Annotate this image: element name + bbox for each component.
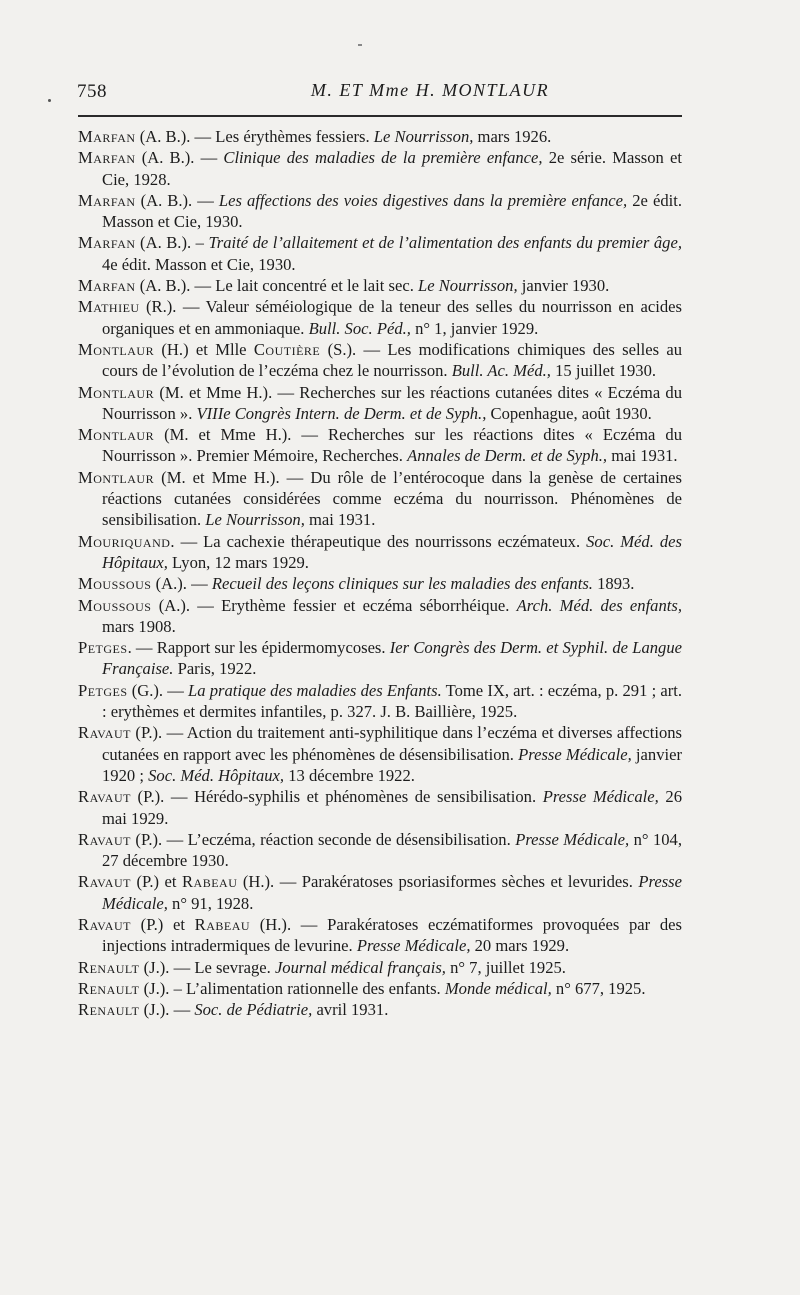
running-head: M. ET Mme H. MONTLAUR xyxy=(310,80,550,100)
publication-title: Presse Médicale, xyxy=(518,744,632,764)
entry-text: 4e édit. Masson et Cie, 1930. xyxy=(102,254,296,274)
entry-text: (P.). — Hérédo-syphilis et phénomènes de sensibilisation. xyxy=(130,787,543,807)
entry-text: n° 91, 1928. xyxy=(167,893,254,913)
co-author: Rabeau xyxy=(194,914,251,934)
entry-text: janvier 1920 ; xyxy=(102,744,682,785)
entry-author: Marfan xyxy=(78,127,136,146)
entry-text: (A. B.). – xyxy=(135,233,209,253)
entry-author: Mathieu xyxy=(78,297,140,317)
entry-text: 2e série. Masson et Cie, 1928. xyxy=(102,148,682,189)
entry-author: Moussous xyxy=(78,574,152,594)
entry-author: Montlaur xyxy=(78,382,155,402)
co-author: Rabeau xyxy=(181,872,238,892)
publication-title: Traité de l’allaitement et de l’alimentation des enfants du premier âge, xyxy=(208,233,682,253)
entry-text: 1893. xyxy=(592,574,635,594)
entry-text: (M. et Mme H.). — Recherches sur les réactions cutanées dites « Eczéma du Nourrisson ». xyxy=(102,382,682,423)
entry-text: (P.). — L’eczéma, réaction seconde de désensibilisation. xyxy=(130,829,516,849)
publication-title: Ier Congrès des Derm. et Syphil. de Langue Française. xyxy=(102,638,682,679)
bibliography-entry xyxy=(78,957,682,978)
entry-author: Montlaur xyxy=(78,467,155,487)
publication-title: Presse Médicale, xyxy=(102,872,682,913)
entry-author: Marfan xyxy=(78,233,136,253)
entry-author: Marfan xyxy=(78,148,136,168)
entry-text: (A. B.). — Le lait concentré et le lait sec. xyxy=(135,276,418,296)
bibliography-entry xyxy=(78,126,682,147)
publication-title: Recueil des leçons cliniques sur les maladies des enfants. xyxy=(211,574,593,594)
entry-text: . — La cachexie thérapeutique des nourrissons eczémateux. xyxy=(170,531,587,551)
publication-title: Clinique des maladies de la première enfance, xyxy=(223,148,543,168)
bibliography-entry xyxy=(78,829,682,872)
entry-text: (H.) et Mlle xyxy=(154,339,254,359)
bibliography-entry xyxy=(78,914,682,957)
publication-title: Le Nourrisson, xyxy=(418,276,518,296)
bibliography-list xyxy=(78,126,682,1020)
bibliography-entry xyxy=(78,467,682,531)
entry-text: Tome IX, art. : eczéma, p. 291 ; art. : erythèmes et dermites infantiles, p. 327. J. B. Baillière, 1925. xyxy=(102,680,683,722)
entry-text: (M. et Mme H.). — Recherches sur les réactions dites « Eczéma du Nourrisson ». Premier Mémoire, Recherches. xyxy=(102,425,682,466)
bibliography-entry xyxy=(78,190,682,233)
entry-text: n° 7, juillet 1925. xyxy=(445,957,566,977)
publication-title: Presse Médicale, xyxy=(515,829,630,849)
entry-text: . — Rapport sur les épidermomycoses. xyxy=(127,638,390,658)
entry-text: (P.) et xyxy=(130,872,182,892)
publication-title: Le Nourrisson, xyxy=(373,127,474,146)
entry-text: (J.). — Le sevrage. xyxy=(139,957,275,977)
entry-text: (P.) et xyxy=(130,914,195,934)
entry-text: n° 677, 1925. xyxy=(551,978,646,998)
entry-author: Petges xyxy=(78,638,128,658)
entry-text: (M. et Mme H.). — Du rôle de l’entérocoque dans la genèse de certaines réactions cutanées considérées comme eczéma du nourrisson. Phénomènes de sensibilisation. xyxy=(102,467,682,530)
entry-text: (A.). — xyxy=(151,574,212,594)
entry-text: (S.). — Les modifications chimiques des selles au cours de l’évolution de l’eczéma chez le nourrisson. xyxy=(102,339,683,381)
bibliography-entry xyxy=(78,382,682,425)
entry-author: Moussous xyxy=(78,595,152,615)
entry-text: avril 1931. xyxy=(312,1000,389,1020)
bibliography-entry xyxy=(78,232,682,275)
publication-title: Monde médical, xyxy=(444,978,552,998)
entry-text: (A. B.). — xyxy=(135,190,219,210)
publication-title: Arch. Méd. des enfants, xyxy=(516,595,682,615)
bibliography-entry xyxy=(78,296,682,339)
bibliography-entry xyxy=(78,786,682,829)
print-mark xyxy=(358,44,362,46)
entry-text: mars 1926. xyxy=(473,127,552,146)
entry-text: (R.). — Valeur séméiologique de la teneur des selles du nourrisson en acides organiques et en ammoniaque. xyxy=(102,297,682,338)
entry-author: Montlaur xyxy=(78,339,155,359)
entry-author: Petges xyxy=(78,680,128,700)
entry-text: 26 mai 1929. xyxy=(102,787,682,828)
publication-title: Presse Médicale, xyxy=(542,787,659,807)
bibliography-entry xyxy=(78,275,682,296)
entry-author: Renault xyxy=(78,1000,140,1020)
entry-text: 13 décembre 1922. xyxy=(284,765,415,785)
entry-author: Marfan xyxy=(78,276,136,296)
bibliography-entry xyxy=(78,978,682,999)
entry-text: Paris, 1922. xyxy=(173,659,257,679)
publication-title: Le Nourrisson, xyxy=(205,510,305,530)
publication-title: Soc. de Pédiatrie, xyxy=(194,1000,313,1020)
entry-author: Renault xyxy=(78,957,140,977)
entry-text: Lyon, 12 mars 1929. xyxy=(167,552,309,572)
bibliography-entry xyxy=(78,999,682,1020)
bibliography-entry xyxy=(78,339,682,382)
publication-title: Les affections des voies digestives dans la première enfance, xyxy=(218,190,628,210)
header-rule xyxy=(78,115,682,117)
entry-text: 2e édit. Masson et Cie, 1930. xyxy=(102,190,682,232)
entry-text: mai 1931. xyxy=(607,446,678,466)
entry-text: (H.). — Parakératoses eczématiformes provoquées par des injections intradermiques de levurine. xyxy=(102,914,682,956)
entry-text: (A. B.). — Les érythèmes fessiers. xyxy=(135,127,374,146)
bibliography-entry xyxy=(78,722,682,786)
entry-text: (H.). — Parakératoses psoriasiformes sèches et levurides. xyxy=(237,872,639,892)
entry-author: Montlaur xyxy=(78,425,155,445)
entry-text: (A.). — Erythème fessier et eczéma séborrhéique. xyxy=(151,595,517,615)
entry-author: Ravaut xyxy=(78,787,131,807)
bibliography-entry xyxy=(78,871,682,914)
entry-author: Renault xyxy=(78,978,140,998)
bibliography-entry xyxy=(78,573,682,594)
entry-text: Copenhague, août 1930. xyxy=(486,403,652,423)
bibliography-entry xyxy=(78,424,682,467)
bibliography-entry xyxy=(78,680,682,723)
entry-text: (J.). — xyxy=(139,1000,195,1020)
entry-text: mars 1908. xyxy=(102,616,176,636)
entry-text: 20 mars 1929. xyxy=(470,936,570,956)
entry-text: (A. B.). — xyxy=(135,148,224,168)
entry-text: n° 104, 27 décembre 1930. xyxy=(102,829,683,871)
publication-title: Annales de Derm. et de Syph., xyxy=(407,446,608,466)
publication-title: VIIIe Congrès Intern. de Derm. et de Syph., xyxy=(196,403,487,423)
margin-mark xyxy=(48,99,51,102)
entry-text: (G.). — xyxy=(127,680,189,700)
entry-author: Ravaut xyxy=(78,723,131,743)
entry-text: mai 1931. xyxy=(304,510,376,530)
publication-title: Bull. Soc. Péd., xyxy=(308,318,411,338)
entry-text: (J.). – L’alimentation rationnelle des enfants. xyxy=(139,978,445,998)
publication-title: Journal médical français, xyxy=(274,957,446,977)
bibliography-entry xyxy=(78,531,682,574)
entry-text: janvier 1930. xyxy=(517,276,610,296)
entry-text: 15 juillet 1930. xyxy=(550,361,657,381)
co-author: Coutière xyxy=(253,339,321,359)
entry-author: Ravaut xyxy=(78,914,131,934)
bibliography-entry xyxy=(78,595,682,638)
page-number: 758 xyxy=(77,81,107,102)
bibliography-entry xyxy=(78,637,682,680)
entry-author: Ravaut xyxy=(78,829,131,849)
entry-text: n° 1, janvier 1929. xyxy=(410,318,539,338)
entry-author: Ravaut xyxy=(78,872,131,892)
publication-title: Presse Médicale, xyxy=(356,936,471,956)
entry-author: Mouriquand xyxy=(78,531,171,551)
publication-title: Soc. Méd. Hôpitaux, xyxy=(148,765,285,785)
publication-title: Soc. Méd. des Hôpitaux, xyxy=(102,531,682,572)
publication-title: Bull. Ac. Méd., xyxy=(451,361,551,381)
entry-author: Marfan xyxy=(78,190,136,210)
entry-text: (P.). — Action du traitement anti-syphilitique dans l’eczéma et diverses affections cutanées en rapport avec les phénomènes de désensibilisation. xyxy=(102,723,682,764)
bibliography-entry xyxy=(78,147,682,190)
publication-title: La pratique des maladies des Enfants. xyxy=(188,680,442,700)
